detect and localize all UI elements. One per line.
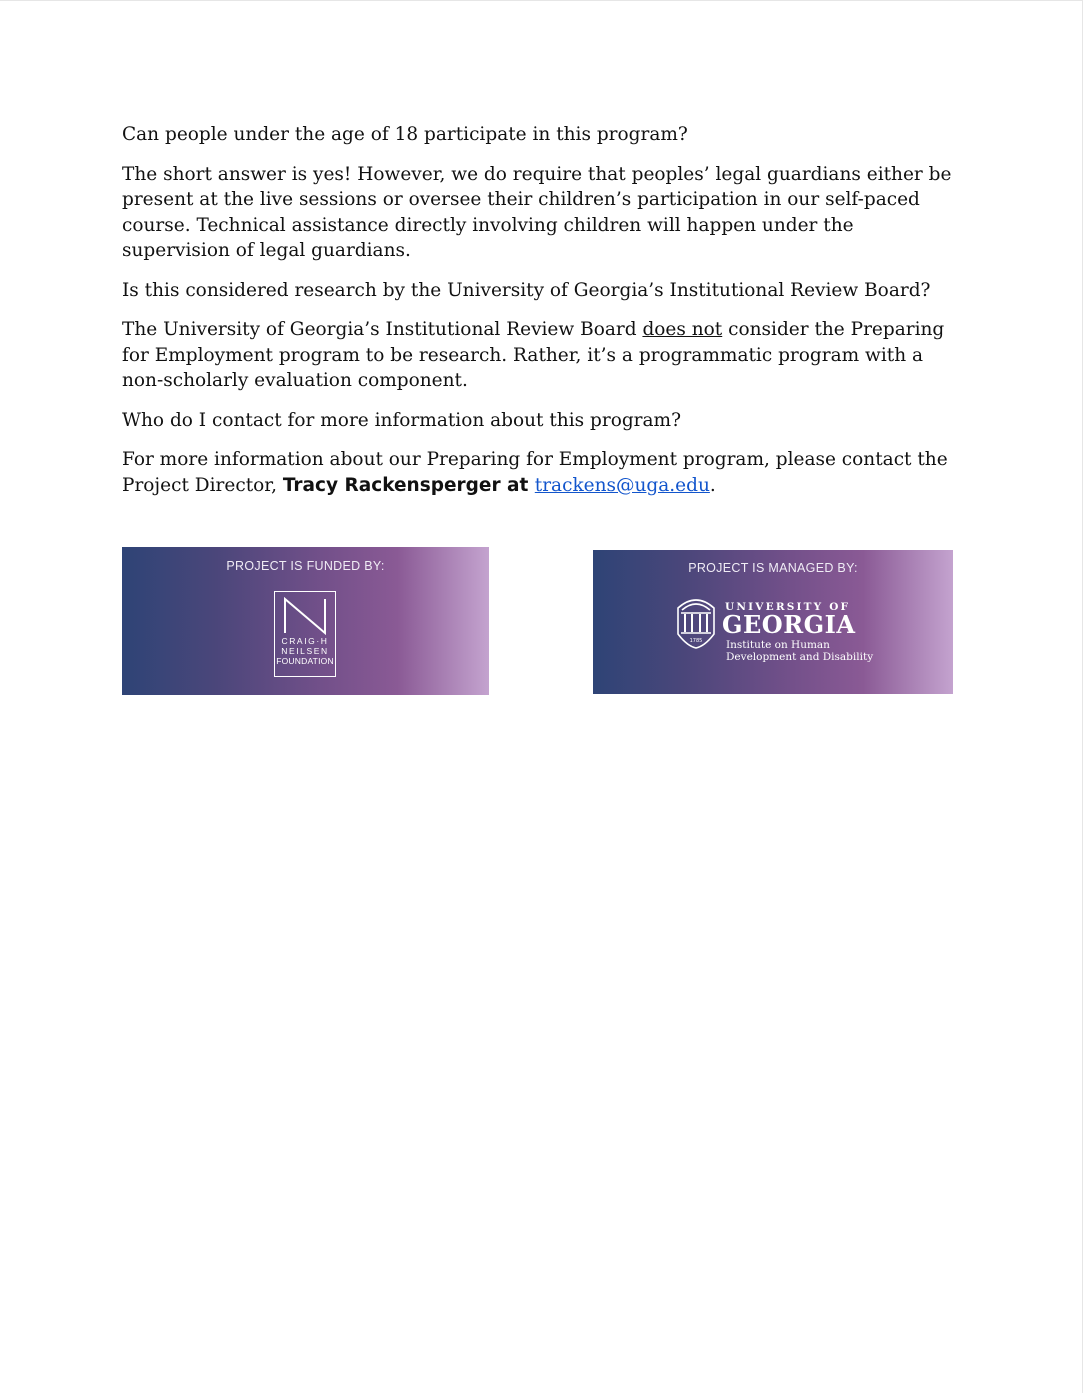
uga-year: 1785 <box>689 638 703 644</box>
project-director-name: Tracy Rackensperger at <box>282 474 535 496</box>
uga-arch-icon <box>675 594 717 650</box>
answer-contact-period: . <box>709 474 716 496</box>
answer-under-18: The short answer is yes! However, we do require that peoples’ legal guardians either be present at the live sessions or oversee their children’s participation in our self-paced course. Technical assistance directly involving children will happen under the supervision of legal guardians. <box>122 163 952 261</box>
answer-research <box>122 317 952 394</box>
does-not-emphasis: does not <box>642 319 723 340</box>
funded-by-banner <box>122 547 489 695</box>
neilsen-n-icon <box>281 597 329 635</box>
uga-georgia-wordmark: GEORGIA <box>722 610 856 639</box>
neilsen-logo-line3: FOUNDATION <box>276 656 334 666</box>
managed-by-banner <box>593 550 953 694</box>
uga-institute-line1: Institute on Human <box>726 639 830 651</box>
faq-content <box>122 122 952 512</box>
neilsen-foundation-logo <box>274 591 336 677</box>
managed-by-caption: PROJECT IS MANAGED BY: <box>688 561 858 575</box>
question-under-18: Can people under the age of 18 participate in this program? <box>122 124 688 145</box>
uga-university-of: UNIVERSITY OF <box>725 601 851 613</box>
neilsen-logo-line2: NEILSEN <box>281 646 329 656</box>
contact-email-link[interactable]: trackens@uga.edu <box>534 474 710 496</box>
neilsen-logo-line1: CRAIG·H <box>281 636 329 646</box>
answer-contact-text: For more information about our Preparing for Employment program, please contact the Project Director, <box>122 449 948 496</box>
answer-research-text-2: consider the Preparing for Employment program to be research. Rather, it’s a programmatic program with a non-scholarly evaluation component. <box>122 319 945 391</box>
answer-contact <box>122 447 952 498</box>
uga-institute-line2: Development and Disability <box>726 651 874 663</box>
answer-research-text-1: The University of Georgia’s Institutional Review Board <box>122 319 643 340</box>
question-research: Is this considered research by the University of Georgia’s Institutional Review Board? <box>122 279 931 301</box>
question-contact: Who do I contact for more information about this program? <box>122 409 682 431</box>
funded-by-caption: PROJECT IS FUNDED BY: <box>226 559 385 573</box>
